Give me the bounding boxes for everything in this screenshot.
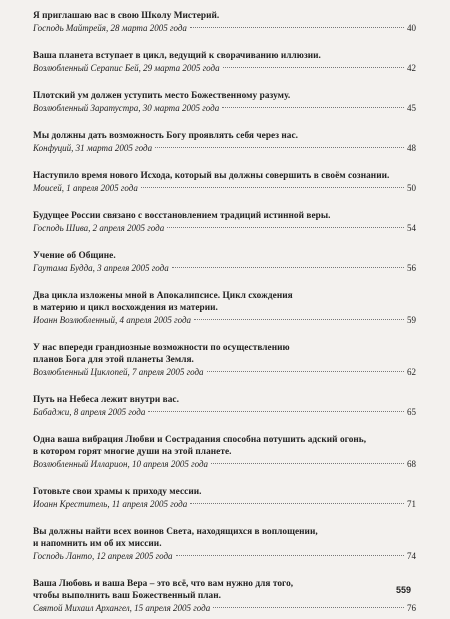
entry-meta	[33, 602, 416, 614]
toc-entry	[33, 90, 416, 114]
toc-entry	[33, 342, 416, 378]
dot-leader	[141, 187, 404, 188]
entry-page-number: 40	[407, 23, 416, 33]
dot-leader	[194, 319, 404, 320]
entry-author: Возлюбленный Заратустра, 30 марта 2005 года	[33, 103, 220, 113]
entry-meta	[33, 314, 416, 326]
toc-entry	[33, 526, 416, 562]
entry-page-number: 68	[407, 459, 416, 469]
toc-entry	[33, 50, 416, 74]
toc-entry	[33, 210, 416, 234]
entry-title: Ваша планета вступает в цикл, ведущий к сворачиванию иллюзии.	[33, 51, 321, 61]
dot-leader	[207, 371, 404, 372]
entry-author: Иоанн Креститель, 11 апреля 2005 года	[33, 499, 188, 509]
entry-author: Бабаджи, 8 апреля 2005 года	[33, 407, 146, 417]
entry-title: У нас впереди грандиозные возможности по осуществлению планов Бога для этой планеты Земля.	[33, 343, 290, 365]
entry-title: Вы должны найти всех воинов Света, находящихся в воплощении, и напомнить им об их миссии.	[33, 527, 318, 549]
entry-meta	[33, 142, 416, 154]
entry-page-number: 54	[407, 223, 416, 233]
entry-page-number: 74	[407, 551, 416, 561]
entry-author: Гаутама Будда, 3 апреля 2005 года	[33, 263, 169, 273]
entry-spacer	[33, 326, 416, 342]
dot-leader	[190, 503, 404, 504]
entry-page-number: 62	[407, 367, 416, 377]
entry-page-number: 59	[407, 315, 416, 325]
entry-title: Плотский ум должен уступить место Божественному разуму.	[33, 91, 291, 101]
toc-entry	[33, 130, 416, 154]
entry-spacer	[33, 418, 416, 434]
entry-meta	[33, 550, 416, 562]
entry-spacer	[33, 234, 416, 250]
dot-leader	[172, 267, 404, 268]
entry-author: Возлюбленный Циклопей, 7 апреля 2005 года	[33, 367, 204, 377]
toc-entry	[33, 170, 416, 194]
page-number: 559	[396, 585, 412, 595]
toc-entry	[33, 290, 416, 326]
entry-title: Путь на Небеса лежит внутри вас.	[33, 395, 179, 405]
toc-entry	[33, 486, 416, 510]
entry-title: Учение об Общине.	[33, 251, 116, 261]
entry-meta	[33, 458, 416, 470]
entry-spacer	[33, 378, 416, 394]
entry-meta	[33, 366, 416, 378]
entry-title: Одна ваша вибрация Любви и Сострадания способна потушить адский огонь, в котором горят многие души на этой планете.	[33, 435, 367, 457]
entry-meta	[33, 62, 416, 74]
entry-spacer	[33, 154, 416, 170]
entry-author: Господь Шива, 2 апреля 2005 года	[33, 223, 165, 233]
entry-title: Наступило время нового Исхода, который вы должны совершить в своём сознании.	[33, 171, 390, 181]
entry-author: Господь Ланто, 12 апреля 2005 года	[33, 551, 173, 561]
dot-leader	[155, 147, 404, 148]
dot-leader	[223, 67, 404, 68]
entry-title: Будущее России связано с восстановлением традиций истинной веры.	[33, 211, 331, 221]
entry-author: Моисей, 1 апреля 2005 года	[33, 183, 138, 193]
entry-page-number: 71	[407, 499, 416, 509]
entry-meta	[33, 102, 416, 114]
entry-meta	[33, 262, 416, 274]
toc-entry	[33, 434, 416, 470]
entry-page-number: 45	[407, 103, 416, 113]
toc-entry	[33, 10, 416, 34]
entry-title: Я приглашаю вас в свою Школу Мистерий.	[33, 11, 220, 21]
entry-spacer	[33, 74, 416, 90]
dot-leader	[167, 227, 404, 228]
dot-leader	[190, 27, 404, 28]
dot-leader	[211, 463, 404, 464]
entry-page-number: 65	[407, 407, 416, 417]
entry-author: Святой Михаил Архангел, 15 апреля 2005 года	[33, 603, 211, 613]
entry-author: Возлюбленный Илларион, 10 апреля 2005 года	[33, 459, 209, 469]
entry-meta	[33, 182, 416, 194]
entry-spacer	[33, 34, 416, 50]
entry-page-number: 48	[407, 143, 416, 153]
entry-spacer	[33, 510, 416, 526]
table-of-contents	[33, 10, 416, 614]
entry-title: Готовьте свои храмы к приходу мессии.	[33, 487, 202, 497]
toc-entry	[33, 578, 416, 614]
entry-spacer	[33, 114, 416, 130]
toc-entry	[33, 394, 416, 418]
entry-page-number: 50	[407, 183, 416, 193]
entry-spacer	[33, 562, 416, 578]
entry-meta	[33, 498, 416, 510]
entry-page-number: 76	[407, 603, 416, 613]
entry-spacer	[33, 194, 416, 210]
entry-title: Мы должны дать возможность Богу проявлять себя через нас.	[33, 131, 299, 141]
entry-meta	[33, 22, 416, 34]
dot-leader	[213, 607, 404, 608]
entry-meta	[33, 222, 416, 234]
entry-title: Ваша Любовь и ваша Вера – это всё, что вам нужно для того, чтобы выполнить ваш Божественный план.	[33, 579, 294, 601]
entry-meta	[33, 406, 416, 418]
entry-spacer	[33, 274, 416, 290]
dot-leader	[222, 107, 404, 108]
dot-leader	[148, 411, 404, 412]
entry-page-number: 42	[407, 63, 416, 73]
toc-entry	[33, 250, 416, 274]
entry-title: Два цикла изложены мной в Апокалипсисе. Цикл схождения в материю и цикл восхождения из материи.	[33, 291, 293, 313]
entry-author: Господь Майтрейя, 28 марта 2005 года	[33, 23, 187, 33]
entry-author: Иоанн Возлюбленный, 4 апреля 2005 года	[33, 315, 192, 325]
dot-leader	[176, 555, 404, 556]
entry-author: Возлюбленный Серапис Бей, 29 марта 2005 года	[33, 63, 220, 73]
entry-author: Конфуций, 31 марта 2005 года	[33, 143, 153, 153]
entry-spacer	[33, 470, 416, 486]
entry-page-number: 56	[407, 263, 416, 273]
